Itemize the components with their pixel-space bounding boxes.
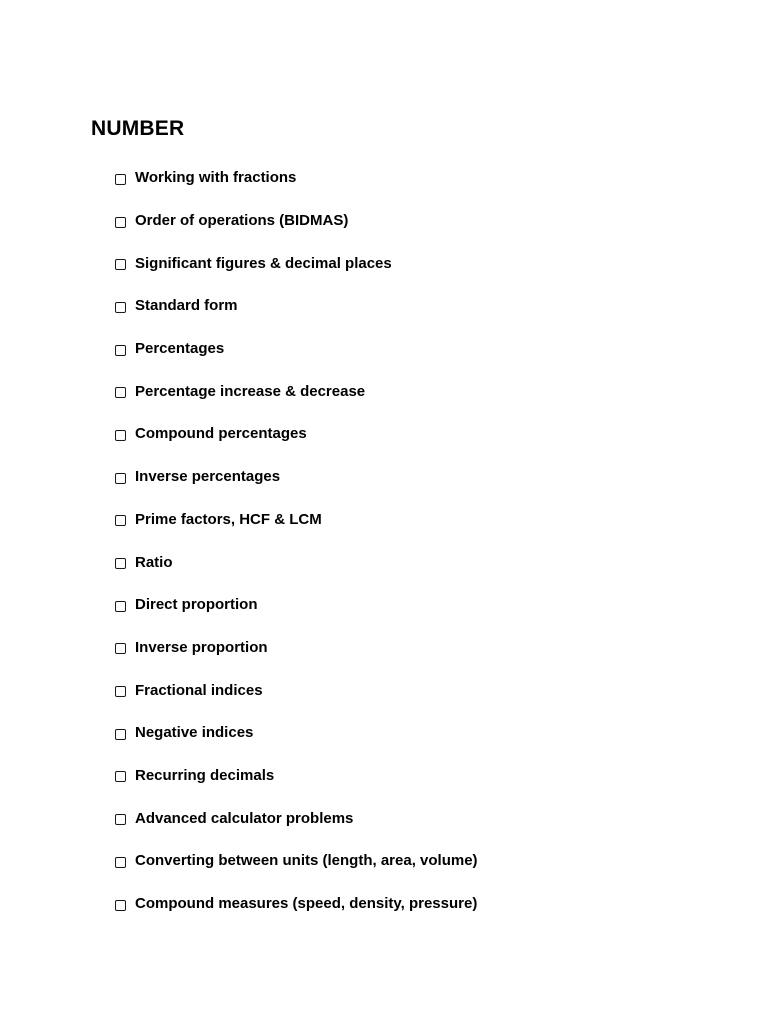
checklist-item-label: Order of operations (BIDMAS) bbox=[135, 212, 349, 230]
checklist-item-label: Direct proportion bbox=[135, 596, 258, 614]
checklist-item[interactable] bbox=[115, 757, 478, 800]
checklist-item-label: Significant figures & decimal places bbox=[135, 254, 392, 272]
checklist-item-label: Advanced calculator problems bbox=[135, 809, 354, 827]
checkbox[interactable] bbox=[115, 259, 126, 270]
checkbox[interactable] bbox=[115, 515, 126, 526]
checkbox[interactable] bbox=[115, 601, 126, 612]
checklist-item[interactable] bbox=[115, 629, 478, 672]
checkbox[interactable] bbox=[115, 345, 126, 356]
checklist-item[interactable] bbox=[115, 586, 478, 629]
checkbox[interactable] bbox=[115, 174, 126, 185]
checklist-item[interactable] bbox=[115, 244, 478, 287]
checklist-item[interactable] bbox=[115, 330, 478, 373]
checklist-item[interactable] bbox=[115, 799, 478, 842]
checklist-item-label: Negative indices bbox=[135, 724, 254, 742]
checklist-item[interactable] bbox=[115, 287, 478, 330]
checklist-item[interactable] bbox=[115, 885, 478, 928]
checklist-item-label: Converting between units (length, area, volume) bbox=[135, 852, 478, 870]
checkbox[interactable] bbox=[115, 857, 126, 868]
topic-checklist bbox=[115, 159, 478, 927]
checklist-item-label: Inverse percentages bbox=[135, 468, 281, 486]
checklist-item-label: Inverse proportion bbox=[135, 638, 268, 656]
checkbox[interactable] bbox=[115, 814, 126, 825]
checkbox[interactable] bbox=[115, 686, 126, 697]
checklist-item-label: Working with fractions bbox=[135, 169, 297, 187]
checklist-item[interactable] bbox=[115, 842, 478, 885]
checklist-item[interactable] bbox=[115, 202, 478, 245]
checkbox[interactable] bbox=[115, 729, 126, 740]
checklist-item-label: Compound percentages bbox=[135, 425, 307, 443]
checklist-item[interactable] bbox=[115, 714, 478, 757]
checklist-item[interactable] bbox=[115, 671, 478, 714]
checklist-item[interactable] bbox=[115, 159, 478, 202]
checklist-item-label: Percentages bbox=[135, 340, 225, 358]
checklist-item-label: Recurring decimals bbox=[135, 766, 275, 784]
checklist-item-label: Standard form bbox=[135, 297, 238, 315]
checklist-item[interactable] bbox=[115, 372, 478, 415]
section-heading: NUMBER bbox=[91, 117, 185, 140]
checklist-item-label: Fractional indices bbox=[135, 681, 263, 699]
checklist-item-label: Compound measures (speed, density, pressure) bbox=[135, 895, 478, 913]
checkbox[interactable] bbox=[115, 430, 126, 441]
checklist-item-label: Prime factors, HCF & LCM bbox=[135, 510, 322, 528]
checkbox[interactable] bbox=[115, 217, 126, 228]
checklist-item[interactable] bbox=[115, 415, 478, 458]
checkbox[interactable] bbox=[115, 302, 126, 313]
checkbox[interactable] bbox=[115, 643, 126, 654]
checklist-item-label: Ratio bbox=[135, 553, 173, 571]
checkbox[interactable] bbox=[115, 900, 126, 911]
checklist-item[interactable] bbox=[115, 458, 478, 501]
checkbox[interactable] bbox=[115, 771, 126, 782]
checklist-item-label: Percentage increase & decrease bbox=[135, 382, 366, 400]
checklist-item[interactable] bbox=[115, 501, 478, 544]
checkbox[interactable] bbox=[115, 473, 126, 484]
checkbox[interactable] bbox=[115, 558, 126, 569]
checklist-item[interactable] bbox=[115, 543, 478, 586]
checkbox[interactable] bbox=[115, 387, 126, 398]
